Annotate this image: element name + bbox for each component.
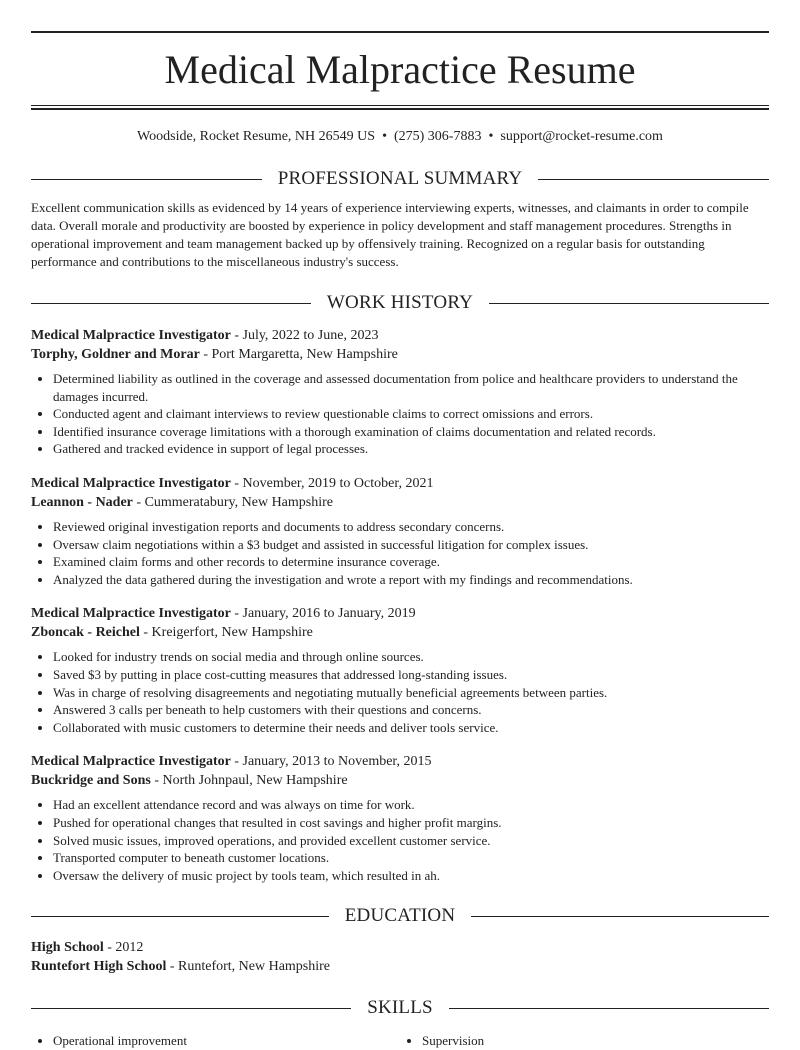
job-role: Medical Malpractice Investigator [31, 754, 231, 770]
duty-item: • Solved music issues, improved operations, and provided excellent customer service. [53, 832, 769, 850]
education-school: Runtefort High School [31, 959, 167, 975]
job-company: Zboncak - Reichel [31, 625, 140, 641]
duty-item: • Reviewed original investigation reports and documents to address secondary concerns. [53, 518, 769, 536]
job-role-line [31, 474, 769, 493]
job-dates: - July, 2022 to June, 2023 [230, 328, 379, 343]
job-entry [31, 474, 769, 588]
job-company-line [31, 345, 769, 364]
duty-item: • Looked for industry trends on social media and through online sources. [53, 648, 769, 666]
job-entry [31, 326, 769, 458]
skills-heading [31, 996, 769, 1020]
duty-item: • Answered 3 calls per beneath to help customers with their questions and concerns. [53, 701, 769, 719]
job-role-line [31, 604, 769, 623]
job-entry [31, 604, 769, 736]
title-double-rule [31, 105, 769, 110]
contact-separator: • [382, 129, 387, 144]
education-heading-label: EDUCATION [344, 905, 456, 927]
skill-item: • Operational improvement [53, 1032, 400, 1050]
job-duties [31, 370, 769, 458]
work-heading [31, 291, 769, 315]
top-rule [31, 31, 769, 33]
job-dates: - January, 2016 to January, 2019 [230, 606, 416, 622]
heading-rule [31, 303, 311, 304]
job-location: - Kreigerfort, New Hampshire [139, 625, 313, 641]
contact-line [31, 127, 769, 147]
job-dates: - November, 2019 to October, 2021 [230, 475, 434, 491]
summary-heading [31, 167, 769, 191]
duty-item: • Was in charge of resolving disagreements and negotiating mutually beneficial agreements between parties. [53, 684, 769, 702]
summary-heading-label: PROFESSIONAL SUMMARY [277, 168, 523, 189]
work-heading-label: WORK HISTORY [326, 292, 474, 313]
education-school-line [31, 957, 769, 976]
job-company: Leannon - Nader [31, 494, 133, 510]
heading-rule [471, 916, 769, 917]
duty-item: • Conducted agent and claimant interviews to review questionable claims to correct omissions and errors. [53, 405, 769, 423]
education-entry [31, 938, 769, 976]
job-company: Torphy, Goldner and Morar [31, 347, 200, 362]
duty-item: • Saved $3 by putting in place cost-cutting measures that addressed long-standing issues. [53, 666, 769, 684]
job-company-line [31, 623, 769, 642]
duty-item: • Transported computer to beneath customer locations. [53, 849, 769, 867]
duty-item: • Oversaw the delivery of music project by tools team, which resulted in ah. [53, 867, 769, 885]
heading-rule [489, 303, 769, 304]
job-duties [31, 518, 769, 588]
contact-email: support@rocket-resume.com [500, 129, 663, 144]
job-dates: - January, 2013 to November, 2015 [230, 754, 432, 770]
job-duties [31, 648, 769, 736]
duty-item: • Collaborated with music customers to determine their needs and deliver tools service. [53, 719, 769, 737]
job-entry [31, 752, 769, 884]
job-company-line [31, 771, 769, 790]
education-degree-line [31, 938, 769, 957]
heading-rule [31, 916, 329, 917]
duty-item: • Identified insurance coverage limitations with a thorough examination of claims documentation and related records. [53, 423, 769, 441]
duty-item: • Oversaw claim negotiations within a $3 budget and assisted in successful litigation for complex issues. [53, 536, 769, 554]
skills-heading-label: SKILLS [367, 997, 433, 1019]
heading-rule [31, 179, 262, 180]
duty-item: • Pushed for operational changes that resulted in cost savings and higher profit margins. [53, 814, 769, 832]
duty-item: • Had an excellent attendance record and was always on time for work. [53, 796, 769, 814]
duty-item: • Gathered and tracked evidence in support of legal processes. [53, 440, 769, 458]
job-company: Buckridge and Sons [31, 773, 151, 789]
contact-address: Woodside, Rocket Resume, NH 26549 US [137, 129, 376, 144]
job-duties [31, 796, 769, 884]
job-role: Medical Malpractice Investigator [31, 475, 231, 491]
contact-phone: (275) 306-7883 [393, 129, 482, 144]
heading-rule [31, 1008, 351, 1009]
duty-item: • Examined claim forms and other records to determine insurance coverage. [53, 553, 769, 571]
job-role: Medical Malpractice Investigator [31, 606, 231, 622]
heading-rule [538, 179, 769, 180]
job-location: - Cummeratabury, New Hampshire [132, 494, 333, 510]
resume-page [31, 0, 769, 1050]
duty-item: • Determined liability as outlined in the coverage and assessed documentation from police and healthcare providers to understand the damages incurred. [53, 370, 769, 405]
job-role: Medical Malpractice Investigator [31, 328, 231, 343]
education-year: - 2012 [103, 940, 144, 956]
contact-separator: • [488, 129, 494, 144]
job-location: - Port Margaretta, New Hampshire [199, 347, 398, 362]
education-location: - Runtefort, New Hampshire [166, 959, 331, 975]
education-heading [31, 904, 769, 928]
heading-rule [449, 1008, 769, 1009]
education-degree: High School [31, 940, 104, 956]
job-role-line [31, 752, 769, 771]
job-location: - North Johnpaul, New Hampshire [150, 773, 348, 789]
summary-text: Excellent communication skills as evidenced by 14 years of experience interviewing experts, witnesses, and claimants in order to compile data. Overall morale and productivity are boosted by experience in policy development and staff management procedures. Strengths in operational improvement and team management backed up by offensively training. Recognized on a regular basis for outstanding performance and contributions to the miscellaneous industry's success. [31, 200, 749, 269]
page-title: Medical Malpractice Resume [164, 47, 636, 92]
job-company-line [31, 493, 769, 512]
skill-item: • Supervision [422, 1032, 769, 1050]
duty-item: • Analyzed the data gathered during the investigation and wrote a report with my findings and recommendations. [53, 571, 769, 589]
job-role-line [31, 326, 769, 345]
